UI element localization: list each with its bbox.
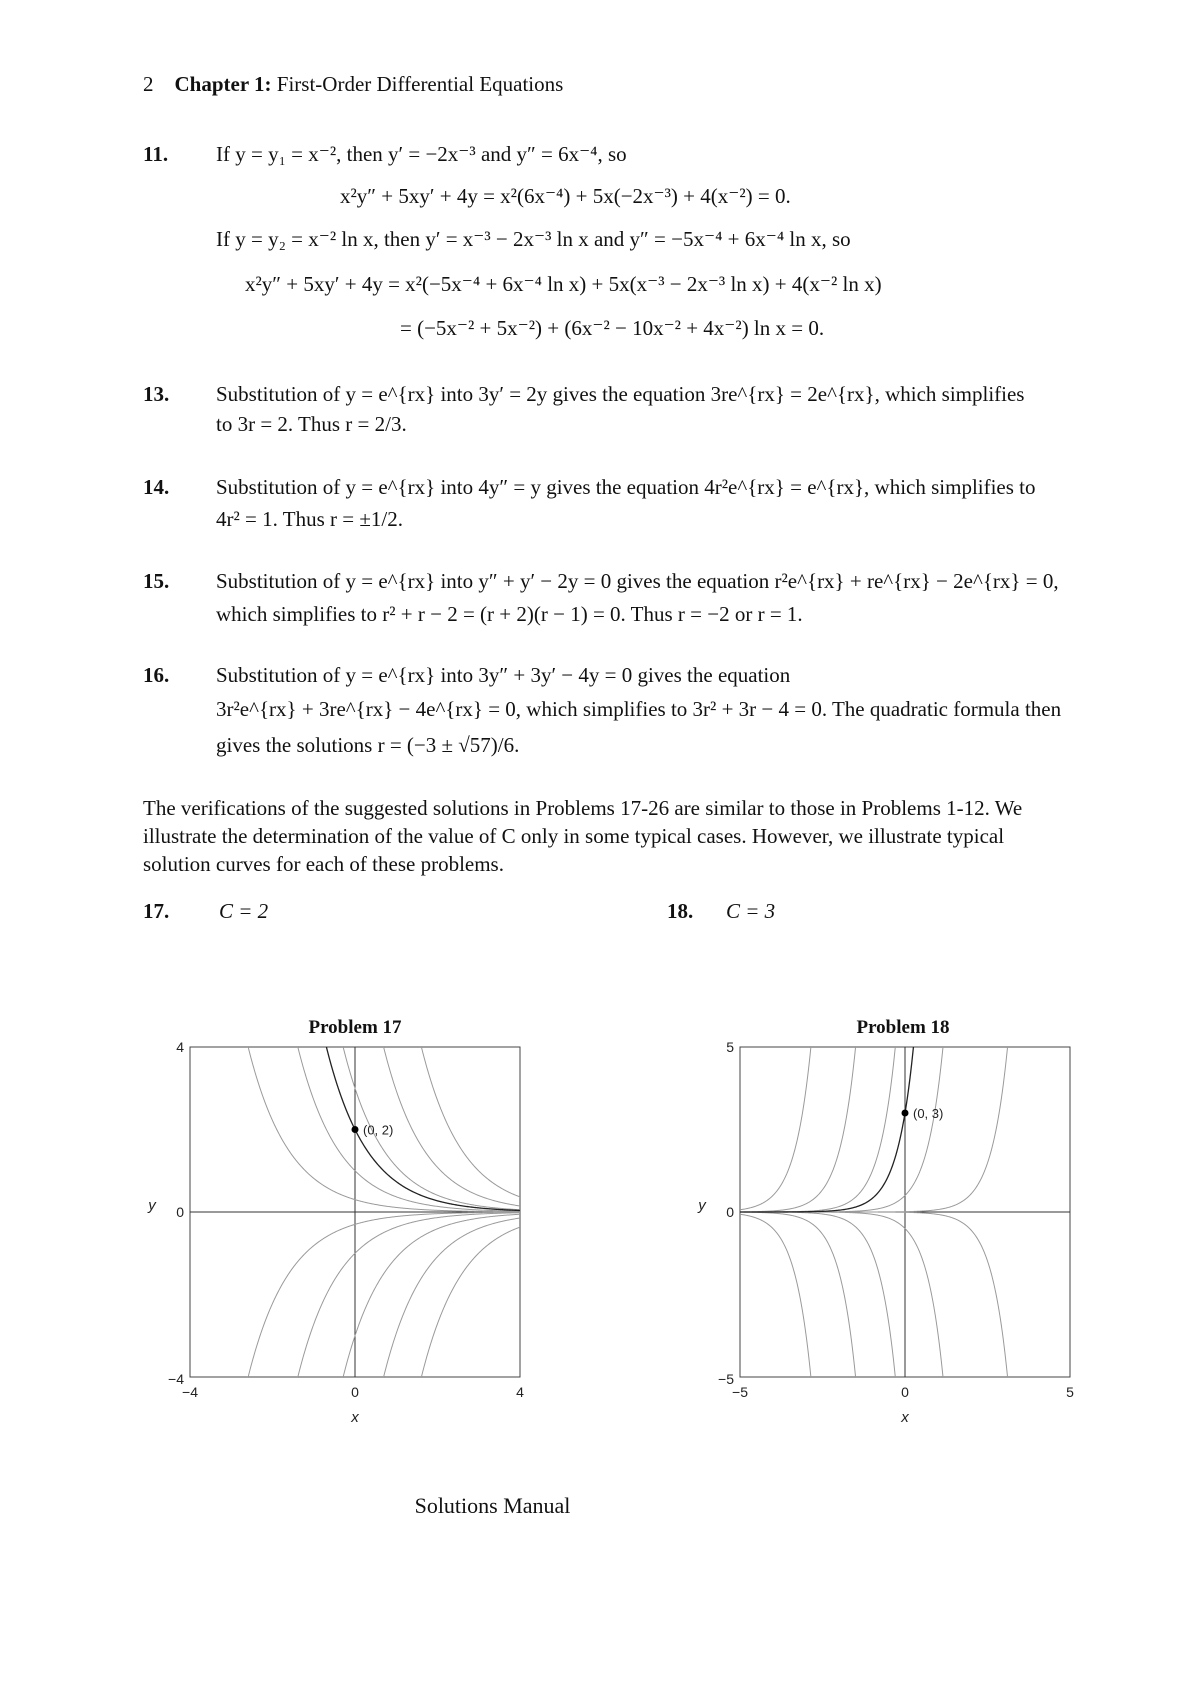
y-tick-label: 4 [176,1039,184,1055]
initial-point-label: (0, 2) [363,1122,394,1138]
problem-number: 17. [143,899,170,923]
x-tick-label: −5 [732,1384,748,1400]
page-number: 2 [143,72,154,96]
problem-line: Substitution of y = e^{rx} into y″ + y′ − 2y = 0 gives the equation r²e^{rx} + re^{rx} − 2e^{rx} = 0, [216,569,1059,593]
y-axis-label: y [148,1197,156,1214]
chapter-title: First-Order Differential Equations [276,72,564,96]
x-tick-label: 5 [1066,1384,1074,1400]
problem-line: If y = y₁ = x⁻², then y′ = −2x⁻³ and y″ = 6x⁻⁴, so [216,142,627,166]
problem-number: 15. [143,569,170,593]
x-tick-label: −4 [182,1384,198,1400]
equation-line: x²y″ + 5xy′ + 4y = x²(−5x⁻⁴ + 6x⁻⁴ ln x) + 5x(x⁻³ − 2x⁻³ ln x) + 4(x⁻² ln x) [245,272,882,296]
problem-line: gives the solutions r = (−3 ± √57)/6. [216,733,520,757]
initial-point-marker [352,1126,359,1133]
problem-line: Substitution of y = e^{rx} into 3y″ + 3y′ − 4y = 0 gives the equation [216,663,791,687]
chart-problem-18 [690,1035,1100,1435]
x-tick-label: 4 [516,1384,524,1400]
problem-number: 14. [143,475,170,499]
answer-value: C = 3 [726,899,776,923]
problem-line: If y = y₂ = x⁻² ln x, then y′ = x⁻³ − 2x⁻³ ln x and y″ = −5x⁻⁴ + 6x⁻⁴ ln x, so [216,227,851,251]
problem-number: 16. [143,663,170,687]
initial-point-marker [902,1110,909,1117]
equation-line: = (−5x⁻² + 5x⁻²) + (6x⁻² − 10x⁻² + 4x⁻²) ln x = 0. [400,316,825,340]
answer-value: C = 2 [219,899,269,923]
problem-line: Substitution of y = e^{rx} into 4y″ = y gives the equation 4r²e^{rx} = e^{rx}, which simplifies to [216,475,1036,499]
y-axis-label: y [698,1197,706,1214]
y-tick-label: −4 [168,1371,184,1387]
initial-point-label: (0, 3) [913,1106,944,1121]
intro-paragraph: The verifications of the suggested solutions in Problems 17-26 are similar to those in Problems 1-12. We illustrate the determination of the value of C only in some typical cases. However, we illustrate typical solution curves for each of these problems. [143,796,1023,876]
x-tick-label: 0 [351,1384,359,1400]
y-tick-label: 0 [726,1204,734,1220]
y-tick-label: 0 [176,1204,184,1220]
footer-text: Solutions Manual [414,1493,571,1518]
chart-title: Problem 18 [856,1017,950,1038]
x-axis-label: x [351,1409,359,1426]
problem-line: Substitution of y = e^{rx} into 3y′ = 2y gives the equation 3re^{rx} = 2e^{rx}, which simplifies [216,382,1025,406]
problem-number: 11. [143,142,169,166]
x-tick-label: 0 [901,1384,909,1400]
problem-number: 18. [667,899,694,923]
page-header [143,72,563,97]
chart-problem-17 [140,1035,550,1435]
problem-line: 3r²e^{rx} + 3re^{rx} − 4e^{rx} = 0, which simplifies to 3r² + 3r − 4 = 0. The quadratic formula then [216,697,1062,721]
problem-line: to 3r = 2. Thus r = 2/3. [216,412,407,436]
x-axis-label: x [901,1409,909,1426]
chart-title: Problem 17 [308,1017,402,1038]
problem-line: 4r² = 1. Thus r = ±1/2. [216,507,403,531]
problem-line: which simplifies to r² + r − 2 = (r + 2)(r − 1) = 0. Thus r = −2 or r = 1. [216,602,803,626]
y-tick-label: 5 [726,1039,734,1055]
problem-number: 13. [143,382,170,406]
equation-line: x²y″ + 5xy′ + 4y = x²(6x⁻⁴) + 5x(−2x⁻³) + 4(x⁻²) = 0. [340,184,791,208]
y-tick-label: −5 [718,1371,734,1387]
chapter-label: Chapter 1: [174,72,272,96]
